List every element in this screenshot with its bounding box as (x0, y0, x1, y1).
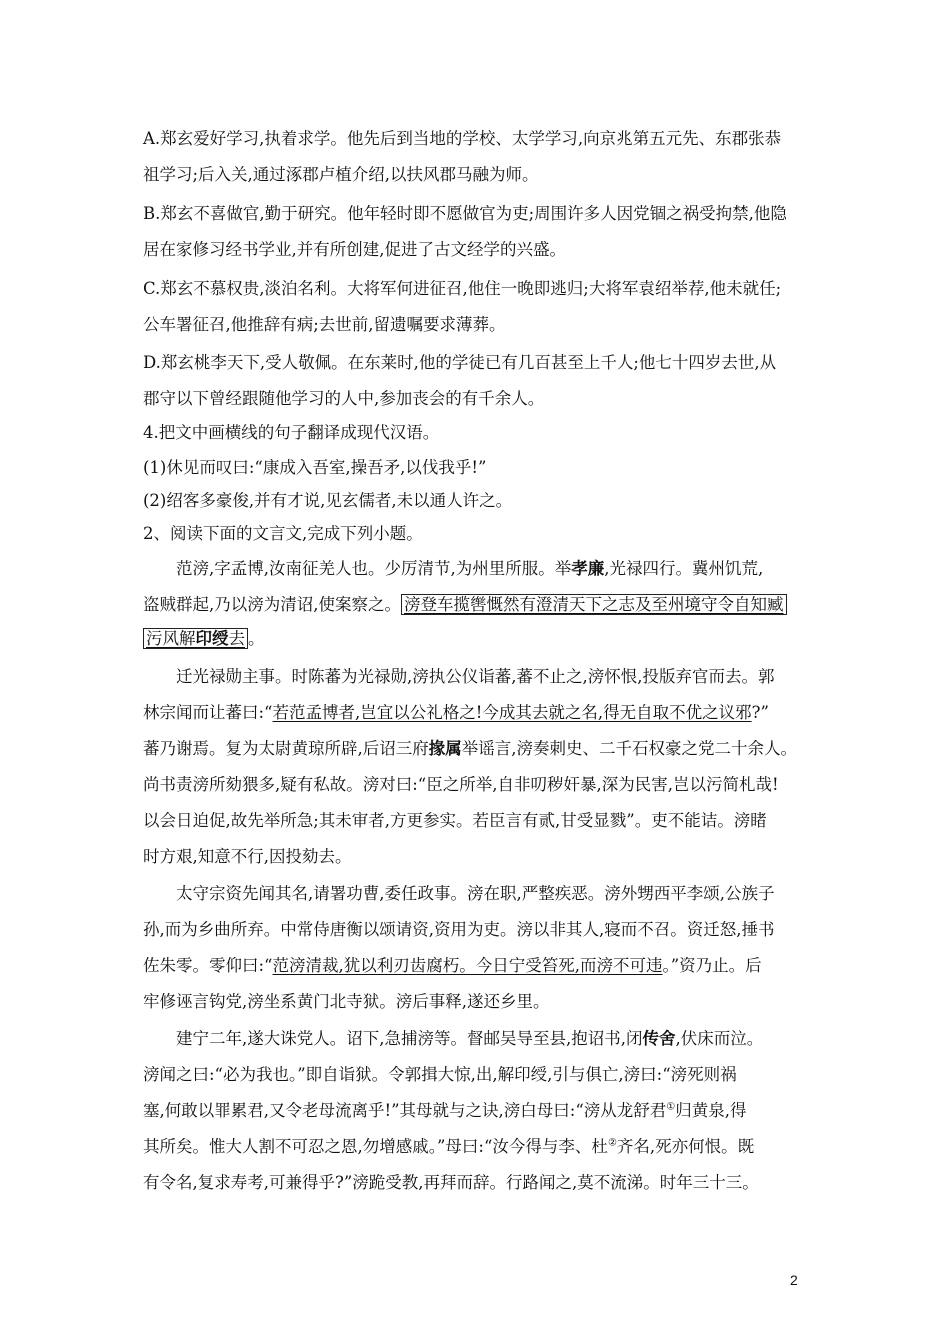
option-d-line-2: 郡守以下曾经跟随他学习的人中,参加丧会的有千余人。 (143, 389, 545, 408)
p2-line-2 (143, 702, 769, 724)
p2-text: ?” (751, 703, 769, 722)
p2-line-1: 迁光禄勋主事。时陈蕃为光禄勋,滂执公仪诣蕃,蕃不止之,滂怀恨,投版弃官而去。郭 (176, 667, 775, 686)
p2-text: 蕃乃谢焉。复为太尉黄琼所辟,后诏三府 (143, 739, 429, 758)
p3-text: 。”资乃止。后 (662, 956, 762, 975)
p2-bold-term: 掾属 (428, 739, 462, 758)
p4-text: 塞,何敢以罪累君,又令老母流离乎!”其母就与之诀,滂白母曰:“滂从龙舒君 (143, 1101, 667, 1120)
p1-text: 范滂,字孟博,汝南征羌人也。少厉清节,为州里所服。举 (176, 559, 572, 578)
p3-line-4: 牢修诬言钩党,滂坐系黄门北寺狱。滂后事释,遂还乡里。 (143, 992, 550, 1011)
p3-line-1: 太守宗资先闻其名,请署功曹,委任政事。滂在职,严整疾恶。滂外甥西平李颂,公族子 (176, 884, 775, 903)
option-b-line-2: 居在家修习经书学业,并有所创建,促进了古文经学的兴盛。 (143, 240, 566, 259)
underlined-sentence: 若范孟博者,岂宜以公礼格之!今成其去就之名,得无自取不优之议邪 (272, 703, 752, 722)
option-c-line-2: 公车署征召,他推辞有病;去世前,留遗嘱要求薄葬。 (143, 315, 506, 334)
p4-line-3 (143, 1100, 747, 1122)
question-4-sentence-1: (1)休见而叹曰:“康成入吾室,操吾矛,以伐我乎!” (143, 458, 487, 477)
p4-bold-term: 传舍 (642, 1029, 676, 1048)
p1-line-2 (143, 594, 787, 616)
p1-line-1 (176, 558, 763, 580)
option-a-line-1: A.郑玄爱好学习,执着求学。他先后到当地的学校、太学学习,向京兆第五元先、东郡张恭 (143, 129, 782, 148)
question-4-sentence-2: (2)绍客多豪俊,并有才说,见玄儒者,未以通人许之。 (143, 491, 513, 510)
p4-text: 建宁二年,遂大诛党人。诏下,急捕滂等。督邮吴导至县,抱诏书,闭 (176, 1029, 643, 1048)
option-b-line-1: B.郑玄不喜做官,勤于研究。他年轻时即不愿做官为吏;周围许多人因党锢之祸受拘禁,他隐 (143, 204, 787, 223)
question-4-title: 4.把文中画横线的句子翻译成现代汉语。 (143, 423, 440, 442)
option-d-line-1: D.郑玄桃李天下,受人敬佩。在东莱时,他的学徒已有几百甚至上千人;他七十四岁去世,从 (143, 353, 777, 372)
page-number: 2 (790, 1272, 798, 1288)
p2-line-4: 尚书责滂所劾猥多,疑有私故。滂对曰:“臣之所举,自非叨秽奸暴,深为民害,岂以污简札哉! (143, 775, 779, 794)
option-c-line-1: C.郑玄不慕权贵,淡泊名利。大将军何进征召,他住一晚即逃归;大将军袁绍举荐,他未就任; (143, 279, 782, 298)
p2-text: 举谣言,滂奏刺史、二千石权豪之党二十余人。 (461, 739, 797, 758)
p2-text: 林宗闻而让蕃曰:“ (143, 703, 273, 722)
passage-intro: 2、阅读下面的文言文,完成下列小题。 (143, 524, 423, 543)
p1-line-3 (143, 628, 265, 650)
boxed-text: 去 (228, 629, 245, 648)
p4-line-2: 滂闻之曰:“必为我也。”即自诣狱。令郭揖大惊,出,解印绶,引与俱亡,滂曰:“滂死则祸 (143, 1065, 737, 1084)
p4-text: ,伏床而泣。 (675, 1029, 764, 1048)
p1-bold-term: 孝廉 (571, 559, 605, 578)
footnote-marker: ② (607, 1137, 617, 1149)
footnote-marker: ① (666, 1101, 676, 1113)
p2-line-6: 时方艰,知意不行,因投劾去。 (143, 847, 352, 866)
p4-line-5: 有令名,复求寿考,可兼得乎?”滂跪受教,再拜而辞。行路闻之,莫不流涕。时年三十三。 (143, 1173, 759, 1192)
p4-line-1 (176, 1028, 763, 1050)
boxed-bold-term: 印绶 (195, 629, 229, 648)
boxed-sentence-part-2 (143, 628, 248, 649)
boxed-text: 污风解 (146, 629, 196, 648)
p4-text: 归黄泉,得 (675, 1101, 747, 1120)
p4-line-4 (143, 1136, 754, 1158)
p1-text: 。 (248, 629, 265, 648)
p4-text: 其所矣。惟大人割不可忍之恩,勿增感戚。”母曰:“汝今得与李、杜 (143, 1137, 608, 1156)
p3-text: 佐朱零。零仰曰:“ (143, 956, 273, 975)
p3-line-2: 孙,而为乡曲所弃。中常侍唐衡以颂请资,资用为吏。滂以非其人,寝而不召。资迁怒,捶书 (143, 920, 775, 939)
boxed-sentence-part-1: 滂登车揽辔慨然有澄清天下之志及至州境守令自知臧 (401, 594, 787, 615)
p2-line-5: 以会日迫促,故先举所急;其未审者,方更参实。若臣言有贰,甘受显戮”。吏不能诘。滂睹 (143, 811, 767, 830)
p1-text: 盗贼群起,乃以滂为清诏,使案察之。 (143, 595, 401, 614)
p4-text: 齐名,死亦何恨。既 (616, 1137, 755, 1156)
p2-line-3 (143, 738, 797, 760)
underlined-sentence: 范滂清裁,犹以利刃齿腐朽。今日宁受笞死,而滂不可违 (272, 956, 663, 975)
p3-line-3 (143, 955, 762, 977)
p1-text: ,光禄四行。冀州饥荒, (604, 559, 764, 578)
option-a-line-2: 祖学习;后入关,通过涿郡卢植介绍,以扶风郡马融为师。 (143, 165, 539, 184)
